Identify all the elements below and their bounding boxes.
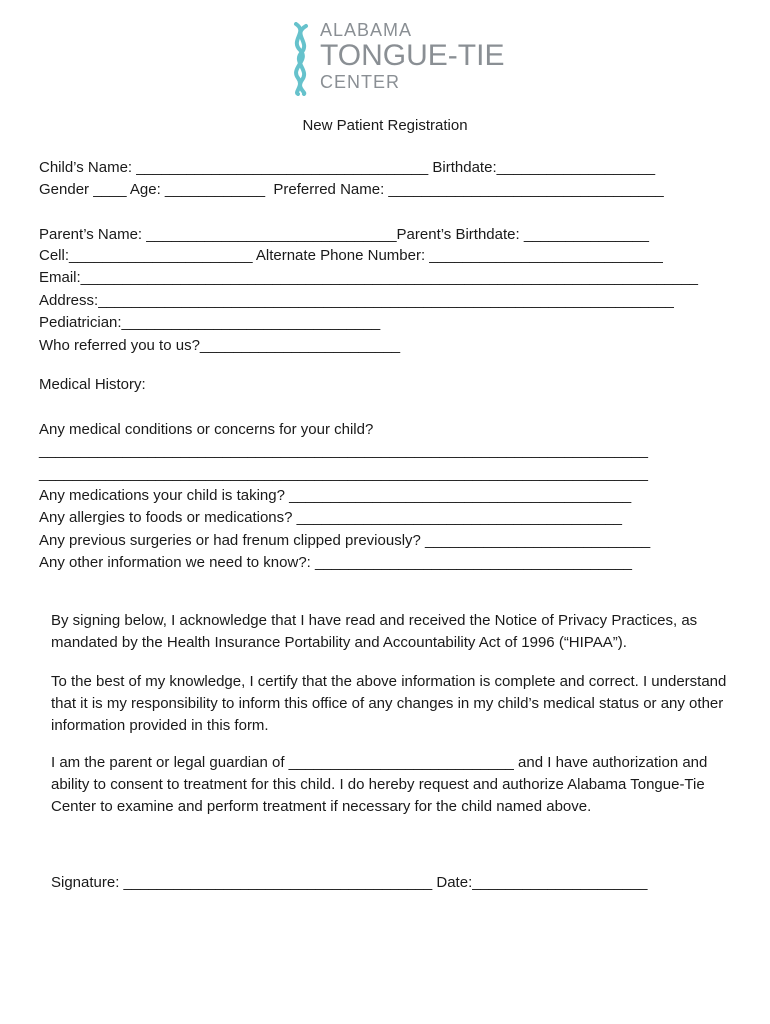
logo-line-1: ALABAMA xyxy=(320,20,413,40)
medications-field[interactable]: Any medications your child is taking? _________________________________________ xyxy=(39,487,632,504)
allergies-field[interactable]: Any allergies to foods or medications? _______________________________________ xyxy=(39,509,622,526)
address-field[interactable]: Address:_____________________________________________________________________ xyxy=(39,292,674,309)
medical-conditions-question: Any medical conditions or concerns for your child? xyxy=(39,421,374,438)
privacy-text: By signing below, I acknowledge that I have read and received the Notice of Privacy Practices, as mandated by the Health Insurance Portability and Accountability Act of 1996 (“HIPAA”). xyxy=(51,612,698,651)
logo xyxy=(286,20,516,100)
certification-paragraph xyxy=(51,671,731,737)
referred-by-field[interactable]: Who referred you to us?________________________ xyxy=(39,337,401,354)
other-info-field[interactable]: Any other information we need to know?: ______________________________________ xyxy=(39,554,632,571)
logo-line-3: CENTER xyxy=(320,72,401,92)
medical-conditions-line-1[interactable]: _________________________________________________________________________ xyxy=(39,442,648,459)
privacy-acknowledgement xyxy=(51,610,731,654)
gender-age-field[interactable]: Gender ____ Age: ____________ Preferred Name: _________________________________ xyxy=(39,181,664,198)
logo-line-2: TONGUE-TIE xyxy=(320,39,505,72)
email-field[interactable]: Email:__________________________________________________________________________ xyxy=(39,269,699,286)
child-name-field[interactable]: Child’s Name: ___________________________________ Birthdate:___________________ xyxy=(39,159,656,176)
medical-conditions-line-2[interactable]: _________________________________________________________________________ xyxy=(39,465,648,482)
dna-knot-icon xyxy=(286,22,316,96)
parent-name-field[interactable]: Parent’s Name: ______________________________Parent’s Birthdate: _______________ xyxy=(39,226,649,243)
certification-text: To the best of my knowledge, I certify that the above information is complete and correct. I understand that it is my responsibility to inform this office of any changes in my child’s medical status or any other information provided in this form. xyxy=(51,673,727,734)
signature-date-field[interactable]: Signature: _____________________________________ Date:_____________________ xyxy=(51,874,648,891)
medical-history-heading: Medical History: xyxy=(39,376,146,393)
guardian-consent-paragraph xyxy=(51,752,731,818)
cell-phone-field[interactable]: Cell:______________________ Alternate Phone Number: ____________________________ xyxy=(39,247,663,264)
surgeries-field[interactable]: Any previous surgeries or had frenum clipped previously? ___________________________ xyxy=(39,532,651,549)
form-title: New Patient Registration xyxy=(302,117,468,134)
pediatrician-field[interactable]: Pediatrician:_______________________________ xyxy=(39,314,381,331)
guardian-consent-text[interactable]: I am the parent or legal guardian of ___________________________ and I have authorization and ability to consent to treatment for this child. I do hereby request and authorize Alabama Tongue-Tie Center to examine and perform treatment if necessary for the child named above. xyxy=(51,754,708,815)
logo-text xyxy=(320,20,504,92)
